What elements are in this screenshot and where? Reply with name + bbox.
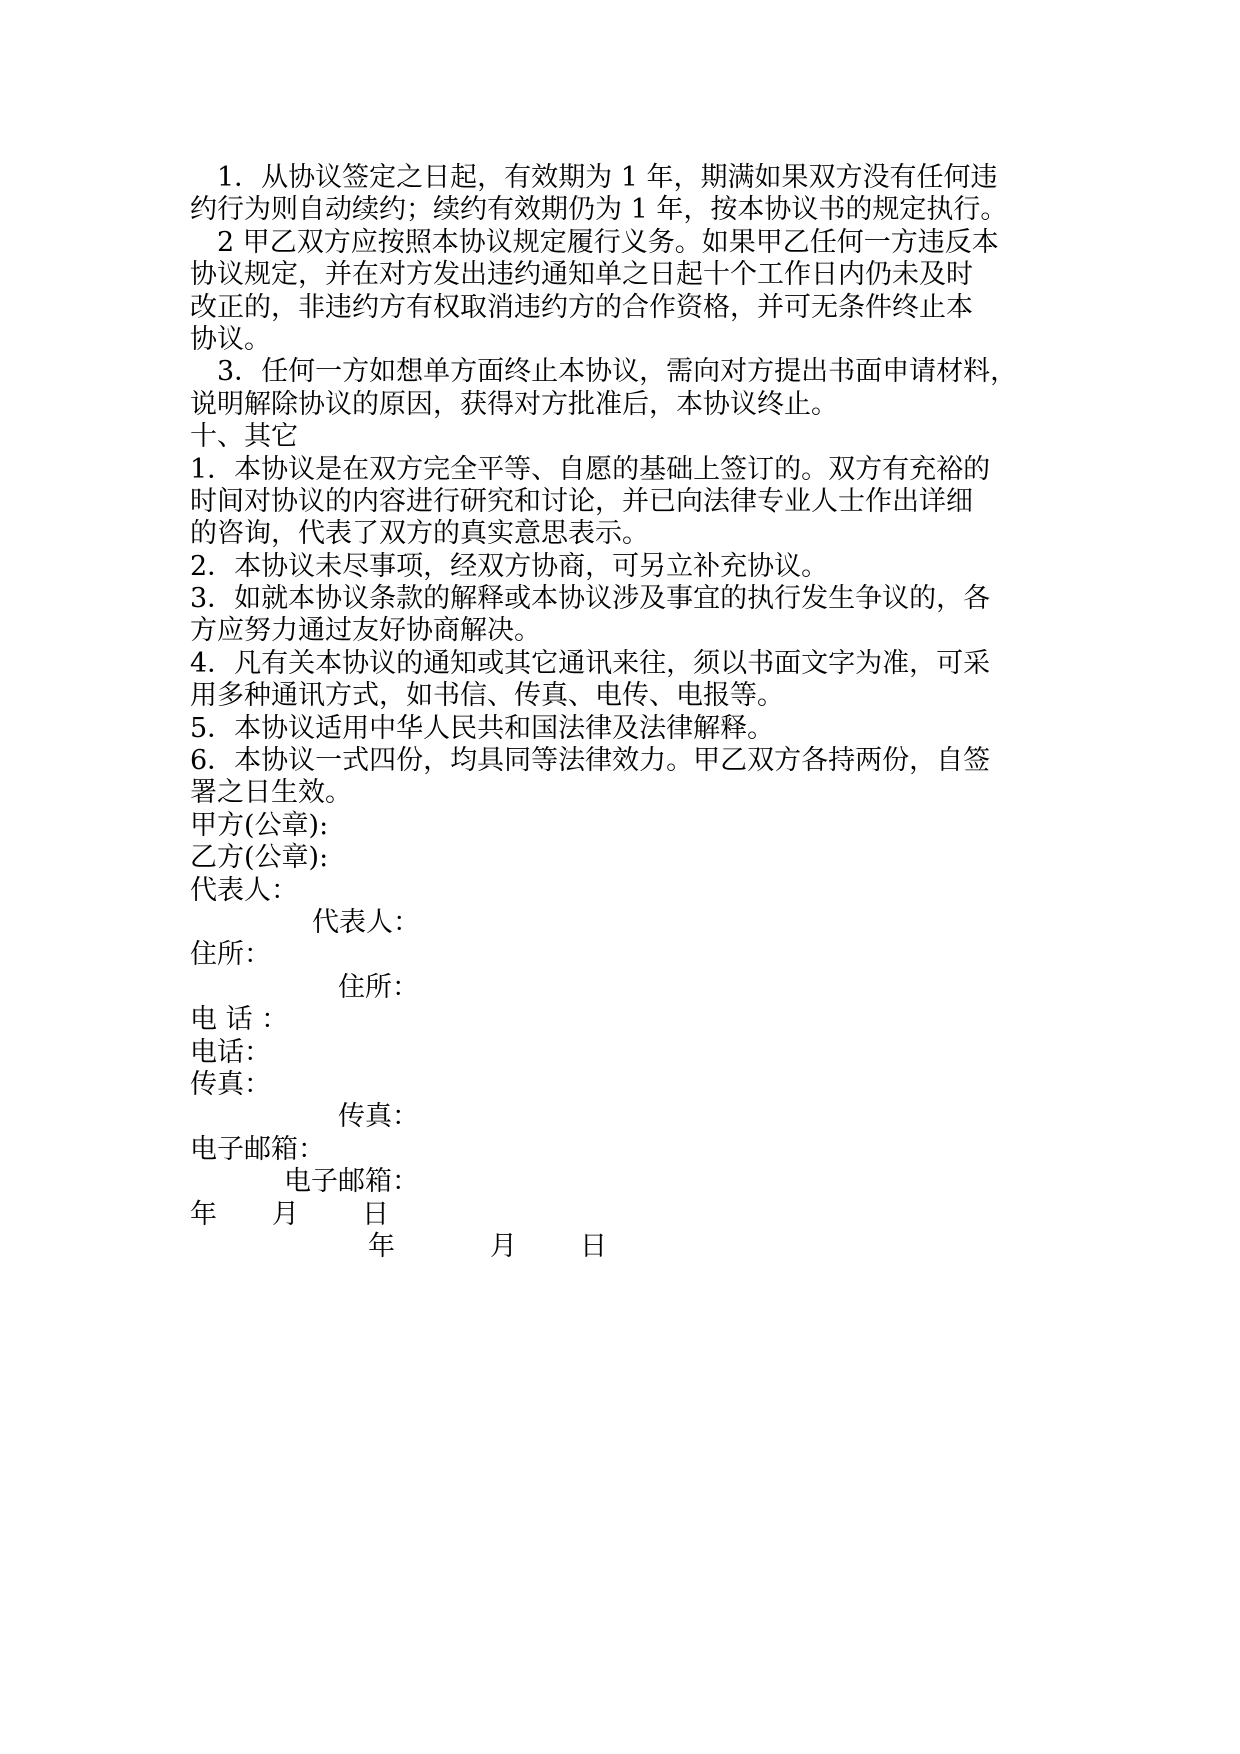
- section-10-item-1-line-3: 的咨询，代表了双方的真实意思表示。: [190, 518, 649, 550]
- section-10-heading: 十、其它: [190, 421, 298, 453]
- section-10-item-2-line-1: 2．本协议未尽事项，经双方协商，可另立补充协议。: [190, 550, 829, 582]
- clause-3-line-1: 3．任何一方如想单方面终止本协议，需向对方提出书面申请材料，: [217, 356, 1018, 388]
- clause-3-line-2: 说明解除协议的原因，获得对方批准后，本协议终止。: [190, 388, 838, 420]
- section-10-item-6-line-1: 6．本协议一式四份，均具同等法律效力。甲乙双方各持两份，自签: [190, 745, 991, 777]
- clause-2-line-3: 改正的，非违约方有权取消违约方的合作资格，并可无条件终止本: [190, 291, 973, 323]
- party-a-date-day: 日: [362, 1198, 389, 1230]
- party-a-seal-label: 甲方(公章):: [190, 809, 329, 841]
- party-a-email-label: 电子邮箱：: [190, 1133, 325, 1165]
- party-a-representative-label: 代表人：: [190, 874, 298, 906]
- party-b-date-day: 日: [580, 1230, 607, 1262]
- party-a-date-year: 年: [190, 1198, 217, 1230]
- party-a-date-row: [190, 1199, 1080, 1231]
- party-b-fax-label: 传真：: [338, 1101, 419, 1133]
- party-b-date-month: 月: [490, 1230, 517, 1262]
- clause-2-line-4: 协议。: [190, 323, 271, 355]
- section-10-item-1-line-1: 1．本协议是在双方完全平等、自愿的基础上签订的。双方有充裕的: [190, 453, 991, 485]
- clause-2-line-2: 协议规定，并在对方发出违约通知单之日起十个工作日内仍未及时: [190, 259, 973, 291]
- party-b-email-label: 电子邮箱：: [284, 1166, 419, 1198]
- party-b-date-row: [190, 1231, 1080, 1263]
- section-10-item-1-line-2: 时间对协议的内容进行研究和讨论，并已向法律专业人士作出详细: [190, 485, 973, 517]
- party-b-address-label: 住所：: [338, 971, 419, 1003]
- section-10-item-3-line-1: 3．如就本协议条款的解释或本协议涉及事宜的执行发生争议的，各: [190, 583, 991, 615]
- party-b-seal-label: 乙方(公章):: [190, 842, 329, 874]
- party-b-phone-label: 电话：: [190, 1036, 271, 1068]
- clause-2-line-1: 2 甲乙双方应按照本协议规定履行义务。如果甲乙任何一方违反本: [217, 226, 999, 258]
- section-10-item-5-line-1: 5．本协议适用中华人民共和国法律及法律解释。: [190, 712, 775, 744]
- party-a-address-label: 住所：: [190, 939, 271, 971]
- party-b-representative-label: 代表人：: [312, 906, 420, 938]
- party-a-date-month: 月: [272, 1198, 299, 1230]
- clause-1-line-1: 1．从协议签定之日起，有效期为 1 年，期满如果双方没有任何违: [217, 162, 998, 193]
- party-b-date-year: 年: [368, 1230, 395, 1262]
- section-10-item-4-line-1: 4．凡有关本协议的通知或其它通讯来往，须以书面文字为准，可采: [190, 647, 991, 679]
- clause-1-line-2: 约行为则自动续约；续约有效期仍为 1 年，按本协议书的规定执行。: [190, 194, 1008, 226]
- party-a-fax-label: 传真：: [190, 1068, 271, 1100]
- document-body: [190, 162, 1080, 1263]
- party-a-phone-label: 电 话 ：: [190, 1004, 289, 1036]
- section-10-item-4-line-2: 用多种通讯方式，如书信、传真、电传、电报等。: [190, 680, 784, 712]
- section-10-item-6-line-2: 署之日生效。: [190, 777, 352, 809]
- section-10-item-3-line-2: 方应努力通过友好协商解决。: [190, 615, 541, 647]
